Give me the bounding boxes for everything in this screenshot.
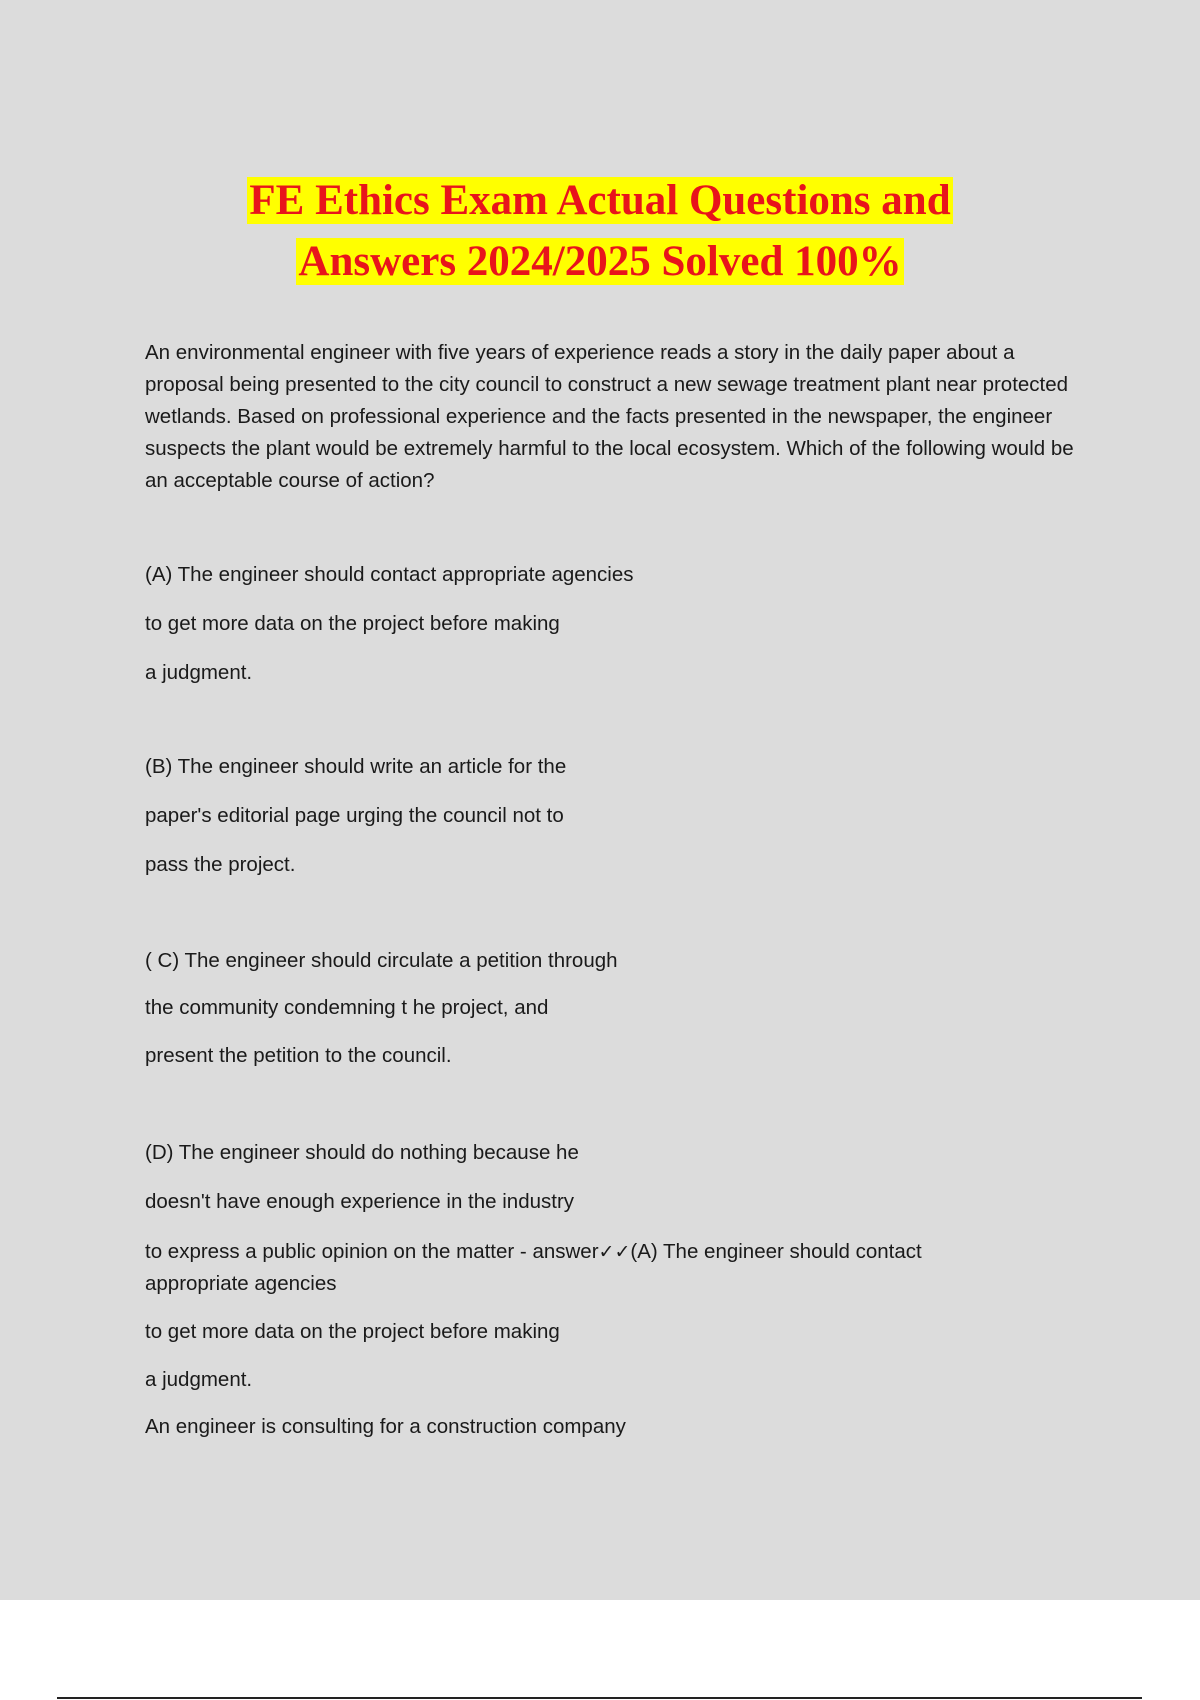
option-a-line-1: (A) The engineer should contact appropriate agencies [145, 563, 634, 586]
answer-continuation-line-1: appropriate agencies [145, 1272, 337, 1295]
answer-suffix: (A) The engineer should contact [630, 1240, 922, 1263]
title-line-1: FE Ethics Exam Actual Questions and [249, 177, 951, 224]
answer-line [145, 1240, 922, 1264]
document-title [0, 170, 1200, 292]
question-paragraph: An environmental engineer with five years of experience reads a story in the daily paper about a proposal being presented to the city council to construct a new sewage treatment plant near protected wetlands. Based on professional experience and the facts presented in the newspaper, the engineer suspects the plant would be extremely harmful to the local ecosystem. Which of the following would be an acceptable course of action? [145, 341, 1074, 492]
next-question-start: An engineer is consulting for a construction company [145, 1415, 626, 1438]
option-b-line-3: pass the project. [145, 853, 296, 876]
option-d-line-1: (D) The engineer should do nothing because he [145, 1141, 579, 1164]
option-a-line-3: a judgment. [145, 661, 253, 684]
title-line-2: Answers 2024/2025 Solved 100% [298, 238, 902, 285]
check-marks-icon: ✓✓ [598, 1241, 631, 1263]
answer-prefix: to express a public opinion on the matter - answer [145, 1240, 599, 1263]
option-c-line-3: present the petition to the council. [145, 1044, 452, 1067]
option-b-line-1: (B) The engineer should write an article for the [145, 755, 567, 778]
option-a-line-2: to get more data on the project before making [145, 612, 560, 635]
option-c-line-1: ( C) The engineer should circulate a petition through [145, 949, 618, 972]
option-d-line-2: doesn't have enough experience in the industry [145, 1190, 575, 1213]
footer-divider [57, 1697, 1142, 1699]
answer-continuation-line-3: a judgment. [145, 1368, 253, 1391]
option-b-line-2: paper's editorial page urging the council not to [145, 804, 564, 827]
answer-continuation-line-2: to get more data on the project before making [145, 1320, 560, 1343]
option-c-line-2: the community condemning t he project, and [145, 996, 549, 1019]
